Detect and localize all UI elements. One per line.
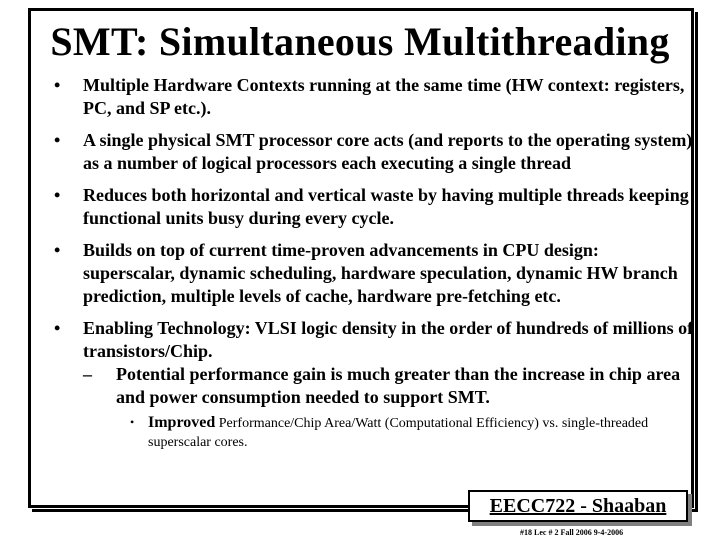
sub-bullet-text: Potential performance gain is much greater than the increase in chip area and power consumption needed to support SMT. (116, 364, 681, 407)
dash-icon: – (83, 364, 92, 384)
bullet-item (54, 184, 694, 230)
bullet-item (54, 239, 694, 308)
bullet-icon: • (54, 318, 61, 338)
bullet-text: Multiple Hardware Contexts running at the same time (HW context: registers, PC, and SP etc.). (83, 75, 685, 118)
bullet-icon: • (130, 415, 135, 429)
bullet-item (54, 317, 694, 363)
bullet-icon: • (54, 240, 61, 260)
bullet-text: Builds on top of current time-proven advancements in CPU design: superscalar, dynamic scheduling, hardware speculation, dynamic HW branch prediction, multiple levels of cache, hardware pre-fetching etc. (83, 240, 678, 306)
bullet-list (54, 74, 694, 452)
bullet-item (54, 129, 694, 175)
bullet-icon: • (54, 185, 61, 205)
footer-course-label: EECC722 - Shaaban (489, 494, 667, 517)
bullet-text: Enabling Technology: VLSI logic density in the order of hundreds of millions of transistors/Chip. (83, 318, 694, 361)
subsub-text: Performance/Chip Area/Watt (Computational Efficiency) vs. single-threaded superscalar cores. (148, 416, 649, 450)
subsub-strong-text: Improved (148, 414, 216, 431)
bullet-text: Reduces both horizontal and vertical waste by having multiple threads keeping functional units busy during every cycle. (83, 185, 689, 228)
bullet-item (54, 74, 694, 120)
subsub-bullet-item (130, 413, 694, 452)
slide-title: SMT: Simultaneous Multithreading (50, 19, 670, 64)
footer-meta: #18 Lec # 2 Fall 2006 9-4-2006 (520, 528, 624, 537)
bullet-icon: • (54, 130, 61, 150)
sub-bullet-item (83, 363, 694, 409)
bullet-icon: • (54, 75, 61, 95)
bullet-text: A single physical SMT processor core acts (and reports to the operating system) as a number of logical processors each executing a single thread (83, 130, 693, 173)
